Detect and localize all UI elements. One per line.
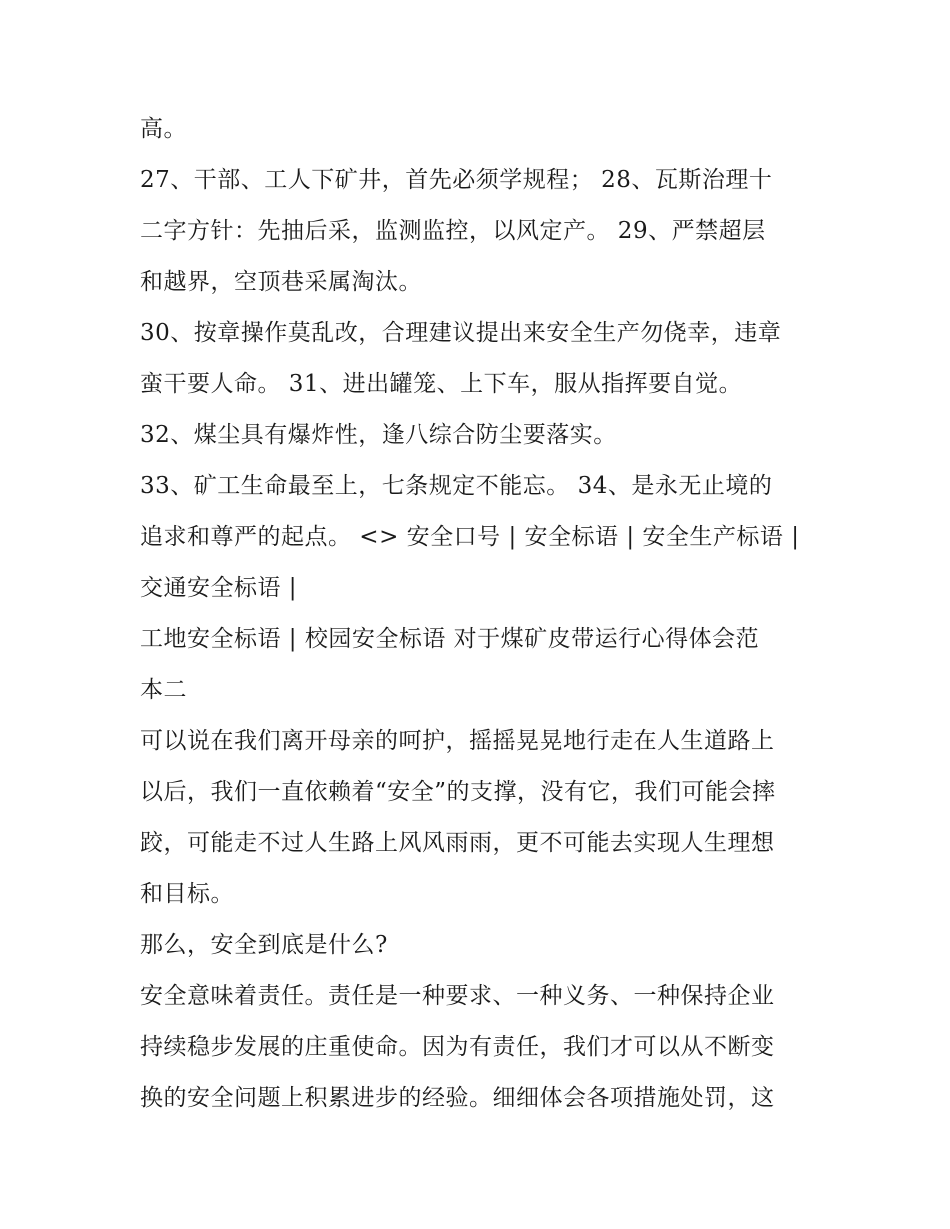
text-line: 27、干部、工人下矿井，首先必须学规程； 28、瓦斯治理十 bbox=[140, 167, 773, 193]
text-line: 和越界，空顶巷采属淘汰。 bbox=[140, 269, 422, 295]
text-line: 和目标。 bbox=[140, 881, 234, 907]
document-body bbox=[140, 104, 820, 1124]
text-line: 工地安全标语 | 校园安全标语 对于煤矿皮带运行心得体会范 bbox=[140, 626, 760, 652]
text-line: 二字方针：先抽后采，监测监控，以风定产。 29、严禁超层 bbox=[140, 218, 766, 244]
text-line: 持续稳步发展的庄重使命。因为有责任，我们才可以从不断变 bbox=[140, 1034, 775, 1060]
text-line: 32、煤尘具有爆炸性，逢八综合防尘要落实。 bbox=[140, 422, 617, 448]
text-line: 30、按章操作莫乱改，合理建议提出来安全生产勿侥幸，违章 bbox=[140, 320, 782, 346]
text-line: 高。 bbox=[140, 116, 187, 142]
text-line: 蛮干要人命。 31、进出罐笼、上下车，服从指挥要自觉。 bbox=[140, 371, 743, 397]
text-line: 那么，安全到底是什么? bbox=[140, 932, 388, 958]
text-line: 追求和尊严的起点。 <> 安全口号 | 安全标语 | 安全生产标语 | bbox=[140, 524, 800, 550]
text-line: 可以说在我们离开母亲的呵护，摇摇晃晃地行走在人生道路上 bbox=[140, 728, 775, 754]
text-line: 33、矿工生命最至上，七条规定不能忘。 34、是永无止境的 bbox=[140, 473, 773, 499]
text-line: 跤，可能走不过人生路上风风雨雨，更不可能去实现人生理想 bbox=[140, 830, 775, 856]
text-line: 以后，我们一直依赖着“安全”的支撑，没有它，我们可能会摔 bbox=[140, 779, 776, 805]
text-line: 交通安全标语 | bbox=[140, 575, 298, 601]
text-line: 安全意味着责任。责任是一种要求、一种义务、一种保持企业 bbox=[140, 983, 775, 1009]
text-line: 本二 bbox=[140, 677, 187, 703]
text-line: 换的安全问题上积累进步的经验。细细体会各项措施处罚，这 bbox=[140, 1085, 775, 1111]
